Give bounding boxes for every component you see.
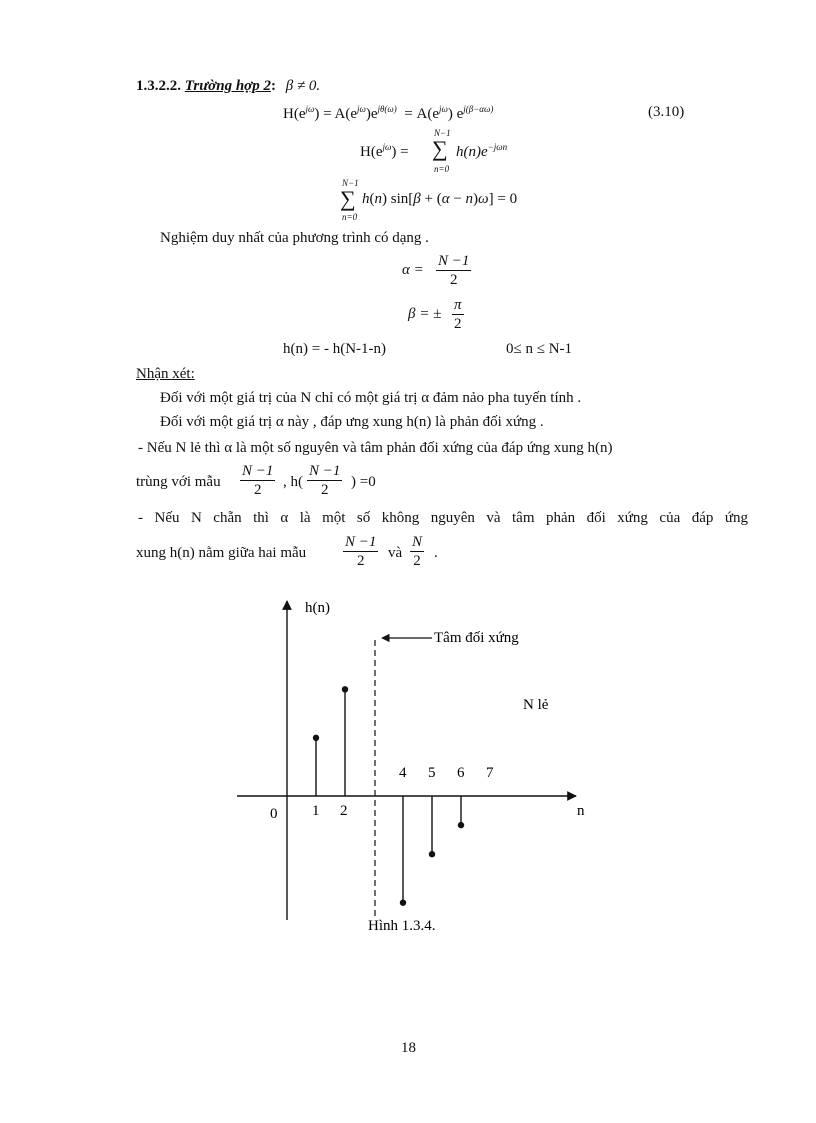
odd-center-fraction: $\frac{N -1}{2}$	[242, 463, 274, 498]
even-and: và	[388, 545, 403, 561]
index-range: 0≤ n ≤ N-1	[506, 341, 573, 357]
heading-colon: :	[270, 78, 276, 94]
remark-2: Đối với một giá trị α này , đáp ưng xung h(n) là phản đối xứng .	[160, 414, 544, 430]
case-condition: β ≠ 0.	[285, 78, 321, 94]
remark-1: Đối với một giá trị của N chỉ có một giá trị α đảm nảo pha tuyến tính .	[160, 390, 582, 406]
tick-label-6: 6	[457, 765, 465, 781]
stem-marker-n2	[342, 686, 348, 692]
stem-marker-n5	[429, 851, 435, 857]
even-end: .	[434, 545, 438, 561]
alpha-lhs: α =	[402, 262, 424, 278]
section-number: 1.3.2.2.	[136, 78, 181, 94]
odd-h-close: ) =0	[351, 474, 376, 490]
odd-case-line-2: trùng với mẫu	[136, 474, 221, 490]
alpha-fraction: $\frac{N -1}{2}$	[438, 253, 470, 288]
figure-caption: Hình 1.3.4.	[368, 918, 436, 934]
beta-lhs: β = ±	[408, 306, 442, 322]
stem-marker-n1	[313, 735, 319, 741]
stem-marker-n4	[400, 900, 406, 906]
beta-fraction: $\frac{\pi}{2}$	[454, 297, 462, 332]
tick-label-7: 7	[486, 765, 494, 781]
even-case-line-1: - Nếu N chẵn thì α là một số không nguyên và tâm phản đối xứng của đáp ứng	[138, 510, 748, 526]
equation-sine-sum: N−1 ∑ n=0 h(n) sin[β + (α − n)ω] = 0	[340, 178, 518, 222]
tick-label-5: 5	[428, 765, 436, 781]
symmetry-label: Tâm đối xứng	[434, 630, 519, 646]
y-axis-label: h(n)	[305, 600, 330, 616]
odd-h-fraction: $\frac{N -1}{2}$	[309, 463, 341, 498]
x-axis-label: n	[577, 803, 585, 819]
case-label: Trường hợp 2	[184, 78, 271, 94]
equation-3-10: $H(e^{j\omega}) = A(e^{j\omega})e^{j\theta(\omega)} = A(e^{j\omega})$ $e^{j(\beta-\alpha\omega)}$	[283, 104, 494, 122]
even-fraction-1: $\frac{N -1}{2}$	[345, 534, 377, 569]
unique-solution-text: Nghiệm duy nhất của phương trình có dạng .	[160, 230, 429, 246]
even-case-line-2: xung h(n) nằm giữa hai mẫu	[136, 545, 307, 561]
tick-label-1: 1	[312, 803, 320, 819]
remark-title: Nhận xét:	[136, 366, 195, 382]
page-number: 18	[401, 1040, 416, 1056]
tick-label-2: 2	[340, 803, 348, 819]
stem-marker-n6	[458, 822, 464, 828]
antisymmetry-relation: h(n) = - h(N-1-n)	[283, 341, 387, 357]
origin-label: 0	[270, 806, 278, 822]
equation-number: (3.10)	[648, 104, 685, 120]
even-fraction-2: $\frac{N}{2}$	[412, 534, 423, 569]
odd-h-open: , h(	[283, 474, 303, 490]
odd-case-line-1: - Nếu N lẻ thì α là một số nguyên và tâm phản đối xứng của đáp ứng xung h(n)	[138, 440, 613, 456]
case-note: N lẻ	[523, 697, 549, 713]
equation-dtft-sum: $H(e^{j\omega})$ = N−1 ∑ n=0 $h(n)e^{-j\omega n}$	[360, 128, 508, 174]
tick-label-4: 4	[399, 765, 407, 781]
